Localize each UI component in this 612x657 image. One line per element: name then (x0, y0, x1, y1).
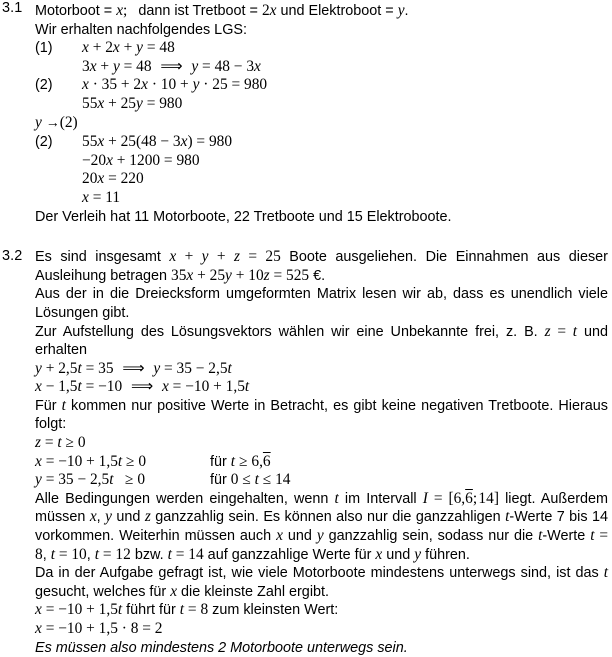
task-3-2-conclusion: Es müssen also mindestens 2 Motorboote unterwegs sein. (35, 639, 408, 656)
task-3-2-number: 3.2 (2, 248, 23, 265)
p6-text-a: Da in der Aufgabe gefragt ist, wie viele Motorboote mindestens unterwegs sind, ist das (35, 565, 604, 582)
p5-var-x-3: x (375, 545, 383, 563)
intro-text-d: und Elektroboot = (276, 3, 398, 19)
p5-comma-2: , (42, 546, 51, 563)
p5-text-g: -Werte 7 bis 14 vorkommen. Weiterhin müssen auch (35, 509, 609, 545)
p3-equation: z = t (544, 322, 578, 340)
final-line-7 (35, 601, 608, 620)
p5-text-c: liegt. Außerdem müssen (35, 490, 608, 526)
final-line-8: x = −10 + 1,5 · 8 = 2 (35, 620, 163, 637)
p5-interval: I = [6,6; 14] (422, 489, 499, 507)
p1-text-b: Boote ausgeliehen. Die Einnahmen aus dieser Ausleihung betragen (35, 249, 608, 284)
task-3-1-answer: Der Verleih hat 11 Motorboote, 22 Tretboote und 15 Elektroboote. (35, 208, 452, 225)
equation-2-cont-body: 55x + 25y = 980 (82, 94, 183, 112)
equation-1-cont-body: 3x + y = 48 ⟹ y = 48 − 3x (82, 57, 261, 75)
p5-text-o: und (382, 546, 415, 563)
condition-2-lhs: x = −10 + 1,5t ≥ 0 (35, 452, 147, 470)
equation-row-1-cont (35, 58, 608, 77)
task-3-1 (0, 0, 612, 226)
p4-text-a: Für (35, 397, 62, 414)
p5-comma-1: , (96, 509, 106, 526)
substitution-marker: y →(2) (35, 113, 78, 131)
equation-row-2 (35, 76, 608, 95)
task-3-2-paragraph-4 (35, 397, 608, 434)
p5-text-j: -Werte (542, 528, 591, 545)
condition-row-2 (35, 453, 608, 472)
var-x-1: x (116, 2, 124, 19)
condition-row-3 (35, 471, 608, 490)
intro-period: . (404, 3, 409, 19)
term-2x: 2x (261, 2, 277, 19)
task-3-1-intro-line-1 (35, 2, 608, 21)
p5-text-f: ganzzahlig sein. Es können also nur die ganzzahligen (150, 509, 506, 526)
p5-var-y-2: y (316, 527, 324, 545)
final-text-d: zum kleinsten Wert: (208, 602, 339, 619)
task-3-2-body (35, 248, 608, 657)
task-3-1-body (35, 2, 608, 226)
p4-var-t: t (61, 396, 66, 414)
final-t-equals-8: t = 8 (179, 601, 209, 619)
task-3-2-paragraph-2: Aus der in die Dreiecksform umgeformten Matrix lesen wir ab, dass es unendlich viele Lösungen gibt. (35, 286, 608, 321)
task-3-1-number: 3.1 (2, 0, 23, 16)
p6-text-b: gesucht, welches für (35, 583, 171, 600)
var-y-1: y (397, 2, 405, 19)
p5-text-m: bzw. (130, 546, 168, 563)
p3-text-a: Zur Aufstellung des Lösungsvektors wählen wir eine Unbekannte frei, z. B. (35, 323, 545, 340)
intro-text-a: Motorboot = (35, 3, 117, 19)
p4-text-b: kommen nur positive Werte in Betracht, es gibt keine negativen Tretboote. Hieraus folgt: (35, 397, 608, 433)
equation-row-2-cont (35, 95, 608, 114)
equation-x-line: x − 1,5t = −10 ⟹ x = −10 + 1,5t (35, 378, 250, 396)
p5-text-a: Alle Bedingungen werden eingehalten, wenn (35, 490, 335, 507)
p5-var-t-werte-2: t (538, 527, 543, 545)
p5-text-n: auf ganzzahlige Werte für (203, 546, 376, 563)
p6-var-x: x (170, 582, 178, 600)
p5-t-equals-14: t = 14 (167, 545, 204, 563)
p5-var-x-2: x (276, 527, 283, 545)
p5-comma-3: , (86, 546, 95, 563)
final-eq-x: x = −10 + 1,5t (35, 601, 123, 619)
equation-1-body: x + 2x + y = 48 (82, 39, 175, 57)
condition-2-rhs: für t ≥ 6,6 (210, 452, 271, 470)
equation-row-2b (35, 133, 608, 152)
condition-3-lhs: y = 35 − 2,5t ≥ 0 (35, 471, 146, 489)
p5-var-t: t (334, 489, 339, 507)
p5-var-y-3: y (414, 545, 422, 563)
task-3-2-paragraph-3 (35, 323, 608, 360)
p5-var-t-werte: t (505, 508, 510, 526)
p3-text-b: und erhalten (35, 323, 608, 359)
intro-text-c: dann ist Tretboot = (138, 3, 262, 19)
task-3-2 (0, 248, 612, 657)
p5-t-equals-8: t = 8 (35, 527, 609, 563)
equation-2b-line-2: −20x + 1200 = 980 (82, 151, 200, 169)
section-gap (0, 226, 612, 248)
p6-var-t: t (603, 564, 608, 582)
p5-text-b: im Intervall (338, 490, 423, 507)
p1-equation-2: 35x + 25y + 10z = 525 (171, 266, 310, 284)
p5-text-e: und (111, 509, 145, 526)
task-3-2-paragraph-5 (35, 490, 608, 564)
p5-var-x: x (89, 508, 97, 526)
p5-var-y: y (105, 508, 112, 526)
p5-text-i: ganzzahlig sein, sodass nur die (323, 528, 539, 545)
p5-t-equals-12: t = 12 (94, 545, 131, 563)
condition-3-rhs: für 0 ≤ t ≤ 14 (210, 471, 291, 489)
final-text-b: führt für (122, 602, 180, 619)
semicolon: ; (123, 2, 128, 19)
equation-1-label: (1) (35, 40, 53, 57)
p1-text-c: €. (309, 267, 326, 284)
p1-text-a: Es sind insgesamt (35, 249, 170, 266)
task-3-2-paragraph-6 (35, 564, 608, 601)
p5-var-z: z (144, 508, 151, 526)
equation-2-body: x · 35 + 2x · 10 + y · 25 = 980 (82, 76, 268, 94)
condition-1-lhs: z = t ≥ 0 (35, 434, 86, 452)
p5-text-p: führen. (421, 546, 470, 563)
p1-equation-1: x + y + z = 25 (169, 248, 281, 266)
p6-text-c: die kleinste Zahl ergibt. (177, 583, 330, 600)
equation-2b-line-3: 20x = 220 (82, 170, 144, 188)
p5-t-equals-10: t = 10 (50, 545, 87, 563)
equation-y-line: y + 2,5t = 35 ⟹ y = 35 − 2,5t (35, 359, 232, 377)
p5-text-h: und (282, 528, 317, 545)
task-3-2-paragraph-1 (35, 248, 608, 285)
equation-2b-label: (2) (35, 134, 53, 151)
equation-2b-body: 55x + 25(48 − 3x) = 980 (82, 133, 233, 151)
equation-row-1 (35, 39, 608, 58)
task-3-1-intro-line-2: Wir erhalten nachfolgendes LGS: (35, 21, 247, 38)
condition-row-1 (35, 434, 608, 453)
equation-2-label: (2) (35, 77, 53, 94)
equation-2b-line-4: x = 11 (82, 188, 121, 206)
